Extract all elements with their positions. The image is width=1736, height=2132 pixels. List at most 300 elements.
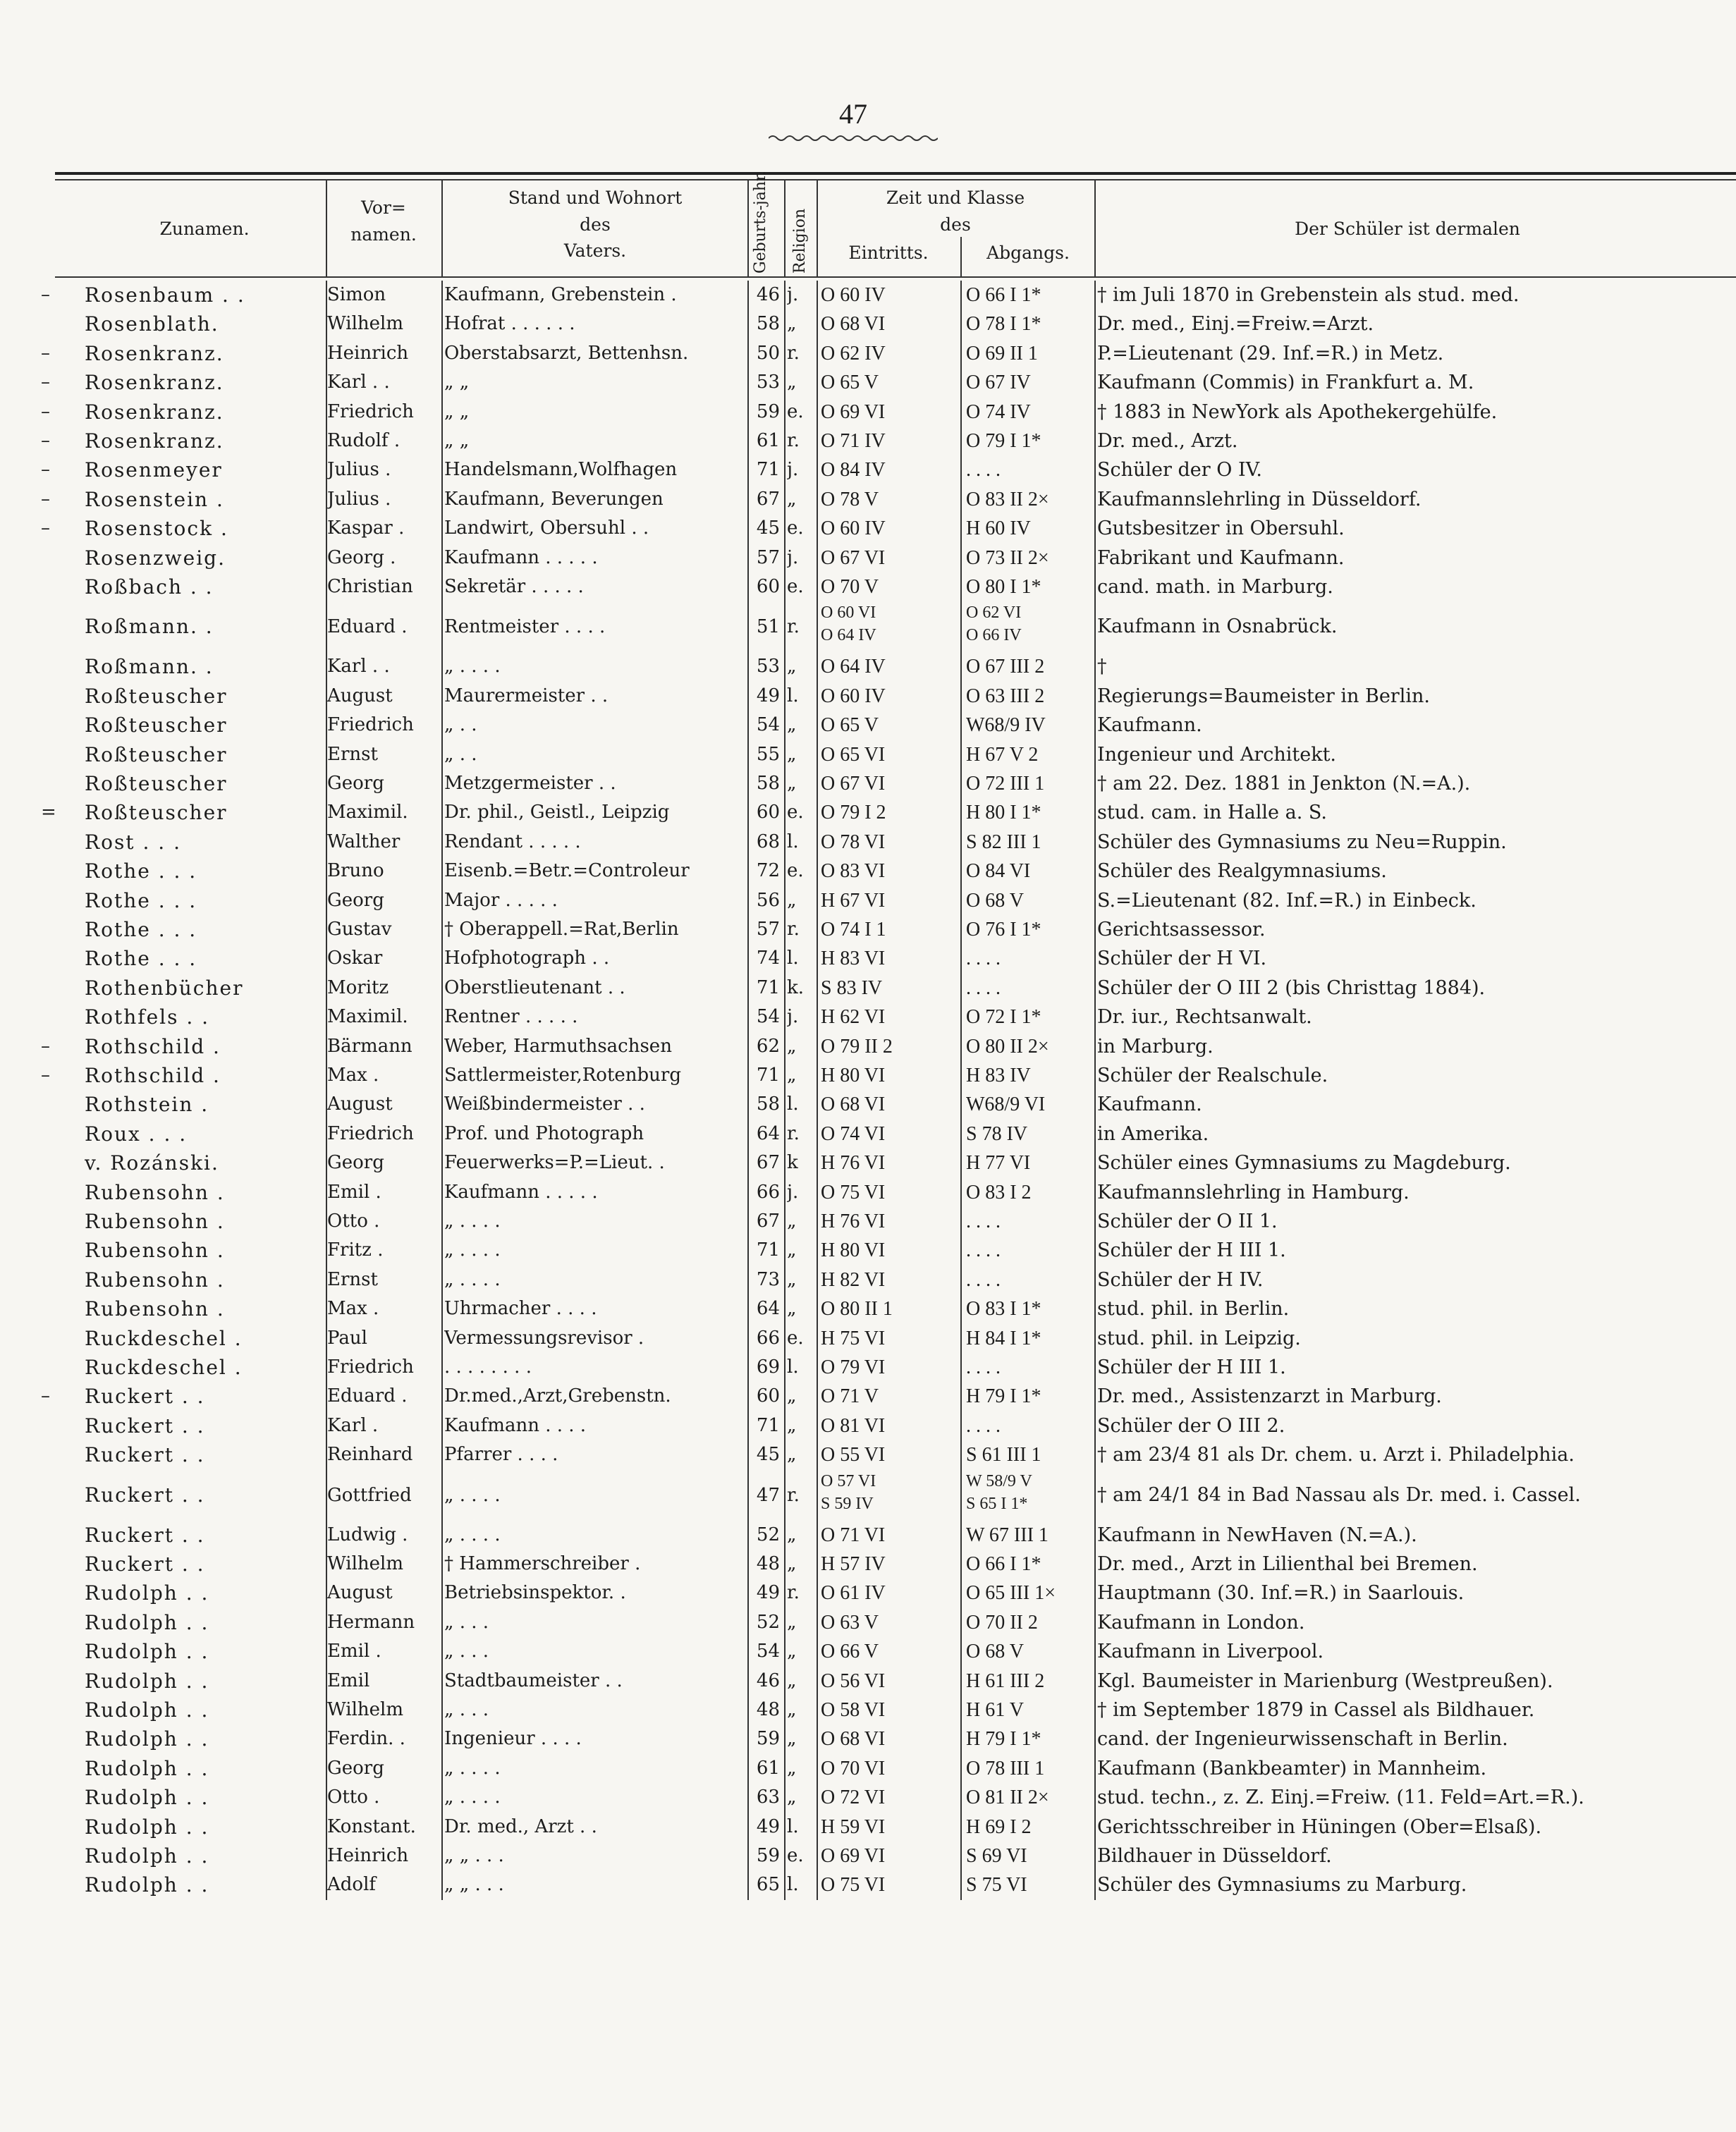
entry-class: H 83 VI <box>821 948 886 970</box>
forename: Max . <box>327 1065 379 1086</box>
forename: Wilhelm <box>327 1553 403 1574</box>
father-occupation: „ . . . . <box>444 1211 501 1232</box>
father-occupation: Oberstabsarzt, Bettenhsn. <box>444 342 689 364</box>
exit-class: S 78 IV <box>966 1122 1028 1145</box>
forename: Ferdin. . <box>327 1728 405 1750</box>
entry-class: O 71 VI <box>821 1524 886 1546</box>
religion: „ <box>787 1298 797 1320</box>
table-row <box>0 944 1736 973</box>
birth-year: 58 <box>756 773 780 794</box>
exit-class-line1: O 62 VI <box>966 604 1022 623</box>
table-row <box>0 485 1736 514</box>
row-mark: – <box>41 430 50 451</box>
father-occupation: Prof. und Photograph <box>444 1122 644 1144</box>
entry-class: O 67 VI <box>821 546 886 569</box>
forename: Julius . <box>327 459 391 481</box>
forename: Georg . <box>327 546 396 568</box>
table-row <box>0 1842 1736 1870</box>
religion: „ <box>787 1385 797 1407</box>
surname: Roßteuscher <box>85 742 228 766</box>
entry-class: O 68 VI <box>821 1093 886 1116</box>
forename: Maximil. <box>327 802 408 823</box>
religion: j. <box>787 546 799 568</box>
table-row <box>0 1236 1736 1265</box>
father-occupation: „ . . . . <box>444 1757 501 1779</box>
forename: Wilhelm <box>327 1699 403 1720</box>
row-mark: – <box>41 517 50 539</box>
religion: e. <box>787 1327 804 1349</box>
table-row <box>0 1061 1736 1090</box>
forename: Ernst <box>327 743 378 765</box>
row-mark: = <box>41 802 56 823</box>
father-occupation: Rendant . . . . . <box>444 831 581 852</box>
forename: Ludwig . <box>327 1524 408 1545</box>
table-row <box>0 1696 1736 1724</box>
surname: Ruckdeschel . <box>85 1326 243 1350</box>
entry-class: O 65 V <box>821 714 879 737</box>
religion: l. <box>787 948 799 969</box>
current-status: † am 23/4 81 als Dr. chem. u. Arzt i. Philadelphia. <box>1097 1444 1575 1466</box>
exit-class-line2: O 66 IV <box>966 626 1022 645</box>
table-row <box>0 572 1736 601</box>
row-mark: – <box>41 488 50 510</box>
table-row <box>0 1550 1736 1579</box>
entry-class: H 80 VI <box>821 1239 886 1262</box>
exit-class: S 82 III 1 <box>966 831 1041 853</box>
table-row <box>0 828 1736 857</box>
religion: r. <box>787 1484 800 1506</box>
current-status: Schüler der O III 2. <box>1097 1414 1285 1437</box>
surname: v. Rozánski. <box>85 1151 219 1175</box>
religion: l. <box>787 1815 799 1837</box>
exit-class: H 84 I 1* <box>966 1327 1041 1349</box>
father-occupation: Dr. phil., Geistl., Leipzig <box>444 802 670 823</box>
table-row <box>0 1032 1736 1061</box>
surname: Roux . . . <box>85 1122 188 1146</box>
father-occupation: Weber, Harmuthsachsen <box>444 1035 672 1057</box>
father-occupation: Uhrmacher . . . . <box>444 1298 597 1320</box>
exit-class: O 80 II 2× <box>966 1035 1049 1058</box>
current-status: Schüler der O III 2 (bis Christtag 1884). <box>1097 976 1486 999</box>
surname: Rudolph . . <box>85 1815 209 1839</box>
religion: l. <box>787 1874 799 1896</box>
current-status: in Marburg. <box>1097 1035 1214 1058</box>
father-occupation: „ . . . . <box>444 1239 501 1261</box>
entry-class: O 67 VI <box>821 773 886 795</box>
current-status: stud. phil. in Berlin. <box>1097 1298 1290 1321</box>
surname: Rosenbaum . . <box>85 283 245 307</box>
header-divider <box>747 180 749 276</box>
entry-class: O 71 V <box>821 1385 879 1408</box>
exit-class: O 66 I 1* <box>966 1553 1041 1575</box>
entry-class: O 75 VI <box>821 1181 886 1203</box>
current-status: stud. phil. in Leipzig. <box>1097 1327 1301 1349</box>
forename: Karl . <box>327 1414 379 1436</box>
birth-year: 71 <box>756 459 780 481</box>
exit-class: O 83 I 2 <box>966 1181 1032 1203</box>
current-status: Kaufmann (Bankbeamter) in Mannheim. <box>1097 1757 1487 1779</box>
father-occupation: „ . . <box>444 743 477 765</box>
header-eintritt: Eintritts. <box>848 243 929 263</box>
forename: Friedrich <box>327 1356 414 1378</box>
surname: Ruckert . . <box>85 1483 205 1507</box>
current-status: Schüler der O IV. <box>1097 459 1262 482</box>
top-rule-thin <box>55 179 1736 180</box>
father-occupation: „ „ . . . <box>444 1874 504 1896</box>
birth-year: 58 <box>756 1093 780 1115</box>
column-rule <box>784 281 786 1900</box>
exit-class: S 75 VI <box>966 1874 1027 1897</box>
surname: Rothe . . . <box>85 918 197 941</box>
current-status: Schüler des Gymnasiums zu Neu=Ruppin. <box>1097 831 1507 853</box>
birth-year: 54 <box>756 714 780 736</box>
header-vornamen-line1: Vor= <box>361 197 406 218</box>
entry-class: O 74 VI <box>821 1122 886 1145</box>
birth-year: 60 <box>756 1385 780 1407</box>
birth-year: 52 <box>756 1524 780 1545</box>
religion: k <box>787 1152 798 1174</box>
religion: „ <box>787 1065 797 1086</box>
entry-class: O 78 VI <box>821 831 886 853</box>
table-row <box>0 1178 1736 1207</box>
exit-class: S 61 III 1 <box>966 1444 1041 1466</box>
current-status: † am 24/1 84 in Bad Nassau als Dr. med. i. Cassel. <box>1097 1483 1581 1506</box>
entry-class: O 58 VI <box>821 1699 886 1721</box>
forename: Rudolf . <box>327 430 401 451</box>
entry-class: H 62 VI <box>821 1006 886 1029</box>
current-status: † im September 1879 in Cassel als Bildhauer. <box>1097 1699 1535 1721</box>
entry-class-line1: O 60 VI <box>821 604 876 623</box>
surname: Rudolph . . <box>85 1581 209 1605</box>
current-status: Gutsbesitzer in Obersuhl. <box>1097 517 1345 540</box>
table-row <box>0 1266 1736 1294</box>
father-occupation: Sattlermeister,Rotenburg <box>444 1065 681 1086</box>
forename: Emil . <box>327 1641 381 1662</box>
religion: e. <box>787 400 804 422</box>
current-status: † <box>1097 656 1107 678</box>
current-status: Bildhauer in Düsseldorf. <box>1097 1845 1332 1867</box>
entry-class: O 81 VI <box>821 1414 886 1437</box>
forename: Friedrich <box>327 400 414 422</box>
exit-class: S 69 VI <box>966 1845 1027 1867</box>
table-row <box>0 1470 1736 1521</box>
surname: Rothstein . <box>85 1093 209 1117</box>
page-number: 47 <box>839 98 867 130</box>
current-status: Schüler der O II 1. <box>1097 1211 1278 1232</box>
forename: Reinhard <box>327 1444 413 1466</box>
forename: Georg <box>327 1152 384 1174</box>
table-row <box>0 857 1736 886</box>
father-occupation: † Hammerschreiber . <box>444 1553 641 1574</box>
forename: Eduard . <box>327 616 408 638</box>
row-mark: – <box>41 372 50 393</box>
current-status: Kaufmann. <box>1097 1093 1202 1116</box>
forename: Karl . . <box>327 656 390 678</box>
entry-class: H 82 VI <box>821 1268 886 1291</box>
current-status: cand. math. in Marburg. <box>1097 576 1333 598</box>
table-row <box>0 740 1736 769</box>
exit-class: H 61 III 2 <box>966 1670 1045 1692</box>
birth-year: 72 <box>756 860 780 882</box>
current-status: † im Juli 1870 in Grebenstein als stud. med. <box>1097 284 1520 306</box>
table-row <box>0 1724 1736 1753</box>
birth-year: 59 <box>756 1728 780 1750</box>
current-status: Schüler der Realschule. <box>1097 1065 1328 1086</box>
religion: „ <box>787 488 797 510</box>
father-occupation: „ . . . . <box>444 1787 501 1808</box>
religion: j. <box>787 284 799 305</box>
ornament-wave-icon <box>769 133 938 144</box>
entry-class: O 65 V <box>821 372 879 394</box>
religion: „ <box>787 1670 797 1691</box>
birth-year: 57 <box>756 919 780 940</box>
entry-class: O 83 VI <box>821 860 886 883</box>
entry-class: O 75 VI <box>821 1874 886 1897</box>
exit-class: H 60 IV <box>966 517 1031 540</box>
exit-class: O 81 II 2× <box>966 1787 1049 1809</box>
exit-class: . . . . <box>966 1268 1001 1291</box>
column-rule <box>1094 281 1096 1900</box>
surname: Ruckert . . <box>85 1523 205 1547</box>
current-status: Gerichtsassessor. <box>1097 919 1266 941</box>
surname: Rothfels . . <box>85 1005 210 1029</box>
father-occupation: „ . . <box>444 714 477 736</box>
current-status: Kaufmann. <box>1097 714 1202 737</box>
religion: e. <box>787 860 804 882</box>
entry-class: H 75 VI <box>821 1327 886 1349</box>
religion: „ <box>787 743 797 765</box>
header-zeit-line2: des <box>940 214 971 235</box>
religion: e. <box>787 1845 804 1866</box>
table-row <box>0 711 1736 740</box>
current-status: Dr. med., Arzt. <box>1097 430 1238 452</box>
exit-class: O 74 IV <box>966 400 1031 423</box>
birth-year: 52 <box>756 1611 780 1633</box>
father-occupation: Oberstlieutenant . . <box>444 976 625 998</box>
entry-class: O 70 V <box>821 576 879 598</box>
father-occupation: . . . . . . . . <box>444 1356 532 1378</box>
column-rule <box>326 281 327 1900</box>
exit-class: O 73 II 2× <box>966 546 1049 569</box>
birth-year: 66 <box>756 1327 780 1349</box>
current-status: S.=Lieutenant (82. Inf.=R.) in Einbeck. <box>1097 889 1477 912</box>
father-occupation: „ . . . . <box>444 656 501 678</box>
entry-class: O 55 VI <box>821 1444 886 1466</box>
father-occupation: Hofrat . . . . . . <box>444 313 575 335</box>
father-occupation: Kaufmann . . . . . <box>444 1181 598 1203</box>
forename: Friedrich <box>327 1122 414 1144</box>
forename: Gottfried <box>327 1484 412 1506</box>
exit-class: . . . . <box>966 1211 1001 1232</box>
entry-class: O 68 VI <box>821 1728 886 1751</box>
surname: Rubensohn . <box>85 1268 225 1292</box>
header-vornamen-line2: namen. <box>350 223 417 245</box>
surname: Ruckert . . <box>85 1552 205 1576</box>
surname: Roßteuscher <box>85 772 228 795</box>
current-status: Schüler der H VI. <box>1097 948 1267 970</box>
table-row <box>0 368 1736 397</box>
birth-year: 49 <box>756 1815 780 1837</box>
entry-class: H 57 IV <box>821 1553 886 1575</box>
forename: Karl . . <box>327 372 390 393</box>
surname: Rudolph . . <box>85 1873 209 1897</box>
entry-class: H 59 VI <box>821 1815 886 1838</box>
exit-class: O 70 II 2 <box>966 1611 1038 1634</box>
forename: Paul <box>327 1327 367 1349</box>
exit-class-line2: S 65 I 1* <box>966 1494 1028 1513</box>
father-occupation: Kaufmann, Beverungen <box>444 488 664 510</box>
header-zeit <box>818 185 1093 238</box>
table-row <box>0 1324 1736 1353</box>
religion: r. <box>787 430 800 451</box>
entry-class: O 60 IV <box>821 685 886 707</box>
entry-class <box>821 1470 955 1515</box>
current-status: stud. techn., z. Z. Einj.=Freiw. (11. Feld=Art.=R.). <box>1097 1787 1584 1809</box>
table-row <box>0 1440 1736 1469</box>
entry-class <box>821 601 955 647</box>
father-occupation: † Oberappell.=Rat,Berlin <box>444 919 679 940</box>
exit-class: O 83 I 1* <box>966 1298 1041 1321</box>
father-occupation: „ „ <box>444 430 470 451</box>
forename: Bärmann <box>327 1035 412 1057</box>
surname: Rosenmeyer <box>85 458 223 482</box>
header-abgang: Abgangs. <box>986 243 1070 263</box>
birth-year: 65 <box>756 1874 780 1896</box>
birth-year: 71 <box>756 1414 780 1436</box>
forename: Friedrich <box>327 714 414 736</box>
entry-class: O 69 VI <box>821 1845 886 1867</box>
religion: „ <box>787 1414 797 1436</box>
current-status: Kaufmannslehrling in Hamburg. <box>1097 1181 1410 1203</box>
table-row <box>0 1667 1736 1696</box>
current-status: † 1883 in NewYork als Apothekergehülfe. <box>1097 400 1498 423</box>
birth-year: 48 <box>756 1553 780 1574</box>
surname: Rudolph . . <box>85 1786 209 1810</box>
row-mark: – <box>41 1065 50 1086</box>
table-row <box>0 915 1736 944</box>
father-occupation: Rentner . . . . . <box>444 1006 578 1028</box>
row-mark: – <box>41 342 50 364</box>
table-row <box>0 1783 1736 1812</box>
surname: Rudolph . . <box>85 1756 209 1780</box>
exit-class: . . . . <box>966 976 1001 999</box>
exit-class: . . . . <box>966 948 1001 970</box>
birth-year: 48 <box>756 1699 780 1720</box>
father-occupation: Eisenb.=Betr.=Controleur <box>444 860 690 882</box>
exit-class: O 78 III 1 <box>966 1757 1045 1779</box>
exit-class: O 80 I 1* <box>966 576 1041 598</box>
forename: Eduard . <box>327 1385 408 1407</box>
father-occupation: Kaufmann . . . . . <box>444 546 598 568</box>
row-mark: – <box>41 400 50 422</box>
header-divider <box>784 180 786 276</box>
father-occupation: Sekretär . . . . . <box>444 576 584 597</box>
current-status: P.=Lieutenant (29. Inf.=R.) in Metz. <box>1097 342 1444 364</box>
entry-class: S 83 IV <box>821 976 883 999</box>
entry-class: O 84 IV <box>821 459 886 482</box>
surname: Rudolph . . <box>85 1669 209 1693</box>
table-row <box>0 974 1736 1003</box>
entry-class: O 64 IV <box>821 656 886 678</box>
religion: „ <box>787 1268 797 1290</box>
entry-class: O 70 VI <box>821 1757 886 1779</box>
forename: Christian <box>327 576 413 597</box>
table-row <box>0 427 1736 455</box>
header-zeit-line1: Zeit und Klasse <box>886 188 1025 208</box>
exit-class: . . . . <box>966 459 1001 482</box>
forename: Georg <box>327 1757 384 1779</box>
header-vornamen <box>327 195 440 247</box>
current-status: Schüler des Realgymnasiums. <box>1097 860 1387 883</box>
table-row <box>0 1382 1736 1411</box>
surname: Rosenzweig. <box>85 546 226 570</box>
religion: l. <box>787 685 799 706</box>
father-occupation: Major . . . . . <box>444 889 558 911</box>
entry-class: O 69 VI <box>821 400 886 423</box>
father-occupation: „ „ <box>444 372 470 393</box>
religion: „ <box>787 313 797 335</box>
header-zunamen: Zunamen. <box>159 219 250 239</box>
current-status: Fabrikant und Kaufmann. <box>1097 546 1345 569</box>
current-status: Schüler der H III 1. <box>1097 1356 1286 1378</box>
religion: „ <box>787 889 797 911</box>
exit-class-line1: W 58/9 V <box>966 1471 1032 1490</box>
father-occupation: Pfarrer . . . . <box>444 1444 558 1466</box>
birth-year: 68 <box>756 831 780 852</box>
birth-year: 74 <box>756 948 780 969</box>
table-row <box>0 1754 1736 1783</box>
birth-year: 62 <box>756 1035 780 1057</box>
table-row <box>0 769 1736 798</box>
forename: Emil . <box>327 1181 381 1203</box>
surname: Rosenblath. <box>85 312 219 336</box>
exit-class: H 77 VI <box>966 1152 1031 1175</box>
current-status: Kaufmannslehrling in Düsseldorf. <box>1097 488 1422 510</box>
forename: Max . <box>327 1298 379 1320</box>
table-row <box>0 544 1736 572</box>
birth-year: 60 <box>756 802 780 823</box>
exit-class: O 68 V <box>966 889 1024 912</box>
table-row <box>0 601 1736 652</box>
father-occupation: Weißbindermeister . . <box>444 1093 645 1115</box>
forename: Maximil. <box>327 1006 408 1028</box>
exit-class: W 67 III 1 <box>966 1524 1049 1546</box>
birth-year: 59 <box>756 400 780 422</box>
forename: Bruno <box>327 860 384 882</box>
surname: Rudolph . . <box>85 1727 209 1751</box>
birth-year: 56 <box>756 889 780 911</box>
birth-year: 55 <box>756 743 780 765</box>
entry-class: O 60 IV <box>821 284 886 306</box>
father-occupation: Kaufmann, Grebenstein . <box>444 284 677 305</box>
entry-class: O 71 IV <box>821 430 886 452</box>
forename: August <box>327 1093 393 1115</box>
birth-year: 73 <box>756 1268 780 1290</box>
exit-class: O 67 IV <box>966 372 1031 394</box>
surname: Rudolph . . <box>85 1610 209 1634</box>
current-status: Dr. iur., Rechtsanwalt. <box>1097 1006 1312 1029</box>
exit-class: O 76 I 1* <box>966 919 1041 941</box>
exit-class: . . . . <box>966 1239 1001 1262</box>
father-occupation: Dr.med.,Arzt,Grebenstn. <box>444 1385 671 1407</box>
birth-year: 60 <box>756 576 780 597</box>
birth-year: 54 <box>756 1641 780 1662</box>
birth-year: 49 <box>756 1582 780 1604</box>
entry-class-line2: S 59 IV <box>821 1494 874 1513</box>
birth-year: 64 <box>756 1298 780 1320</box>
religion: j. <box>787 1181 799 1203</box>
birth-year: 57 <box>756 546 780 568</box>
